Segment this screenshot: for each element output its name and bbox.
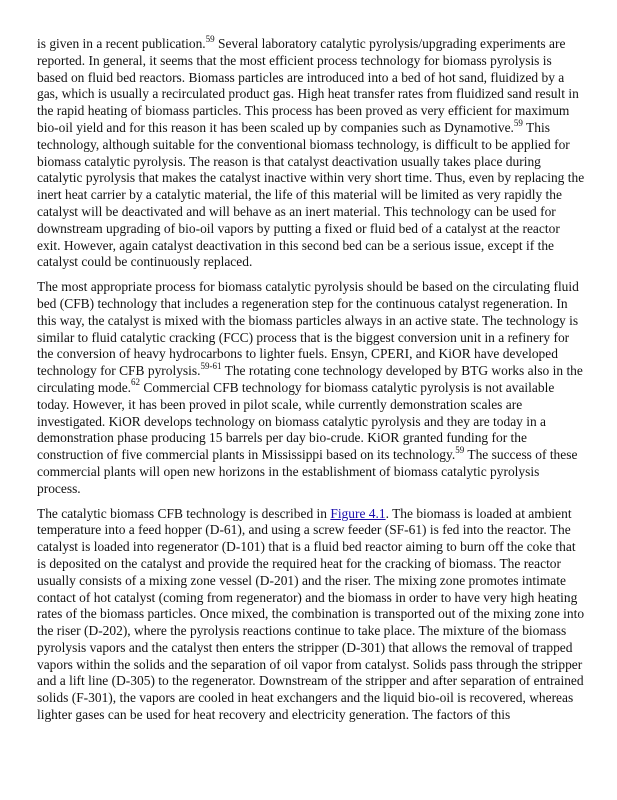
citation-superscript: 59 [455,444,465,455]
paragraph-text: Commercial CFB technology for biomass catalytic pyrolysis is not available today. However, it has been proved in pilot scale, while currently demonstration scales are investigated. KiOR develops technology on biomass catalytic pyrolysis and they are today in a demonstration phase producing 15 barrels per day bio-crude. KiOR granted funding for the construction of five commercial plants in Mississippi based on its technology. [37,379,555,463]
paragraph-text: . The biomass is loaded at ambient temperature into a feed hopper (D-61), and using a screw feeder (SF-61) is fed into the reactor. The catalyst is loaded into regenerator (D-101) that is a fluid bed reactor aiming to burn off the coke that is deposited on the catalyst and provide the required heat for the cracking of biomass. The reactor usually consists of a mixing zone vessel (D-201) and the riser. The mixing zone promotes intimate contact of hot catalyst (coming from regenerator) and the biomass in order to have very high heating rates of the biomass particles. Once mixed, the combination is transported out of the mixing zone into the riser (D-202), where the pyrolysis reactions continue to take place. The mixture of the biomass pyrolysis vapors and the catalyst then enters the stripper (D-301) that allows the removal of trapped vapors within the solids and the separation of oil vapor from catalyst. Solids pass through the stripper and a lift line (D-305) to the regenerator. Downstream of the stripper and after separation of entrained solids (F-301), the vapors are cooled in heat exchangers and the liquid bio-oil is recovered, whereas lighter gases can be used for heat recovery and electricity generation. The factors of this [37,505,585,723]
paragraph-p1 [37,33,585,271]
paragraph-text: Several laboratory catalytic pyrolysis/upgrading experiments are reported. In general, it seems that the most efficient process technology for biomass pyrolysis is based on fluid bed reactors. Biomass particles are introduced into a bed of hot sand, fluidized by a gas, which is usually a recirculated product gas. High heat transfer rates from fluidized sand result in the rapid heating of biomass particles. This process has been proved as very efficient for maximum bio-oil yield and for this reason it has been scaled up by companies such as Dynamotive. [37,36,579,135]
paragraph-text: This technology, although suitable for the conventional biomass technology, is difficult to be applied for biomass catalytic pyrolysis. The reason is that catalyst deactivation usually takes place during catalytic pyrolysis that makes the catalyst inactive within very short time. Thus, even by replacing the inert heat carrier by a catalytic material, the life of this material will be limited as very rapidly the catalyst will be deactivated and will behave as an inert material. This technology can be used for downstream upgrading of bio-oil vapors by putting a fixed or fluid bed of a catalyst at the reactor exit. However, again catalyst deactivation in this second bed can be a serious issue, except if the catalyst could be continuously replaced. [37,119,585,270]
figure-link[interactable]: Figure 4.1 [330,505,386,521]
paragraph-text: The catalytic biomass CFB technology is described in [37,505,331,521]
paragraph-p3 [37,506,585,724]
paragraph-text: The success of these commercial plants will open new horizons in the establishment of biomass catalytic pyrolysis process. [37,447,578,496]
citation-superscript: 59 [513,117,523,128]
citation-superscript: 59 [205,33,215,44]
document-page [37,33,585,732]
paragraph-text: is given in a recent publication. [37,36,206,51]
citation-superscript: 62 [131,377,141,388]
citation-superscript: 59-61 [200,360,222,371]
paragraph-text: The most appropriate process for biomass catalytic pyrolysis should be based on the circulating fluid bed (CFB) technology that includes a regeneration step for the continuous catalyst regeneration. In this way, the catalyst is mixed with the biomass particles always in an active state. The technology is similar to fluid catalytic cracking (FCC) process that is the biggest conversion unit in a refinery for the conversion of heavy hydrocarbons to lighter fuels. Ensyn, CPERI, and KiOR have developed technology for CFB pyrolysis. [37,279,579,379]
paragraph-p2 [37,279,585,497]
paragraph-text: The rotating cone technology developed by BTG works also in the circulating mode. [37,363,583,395]
